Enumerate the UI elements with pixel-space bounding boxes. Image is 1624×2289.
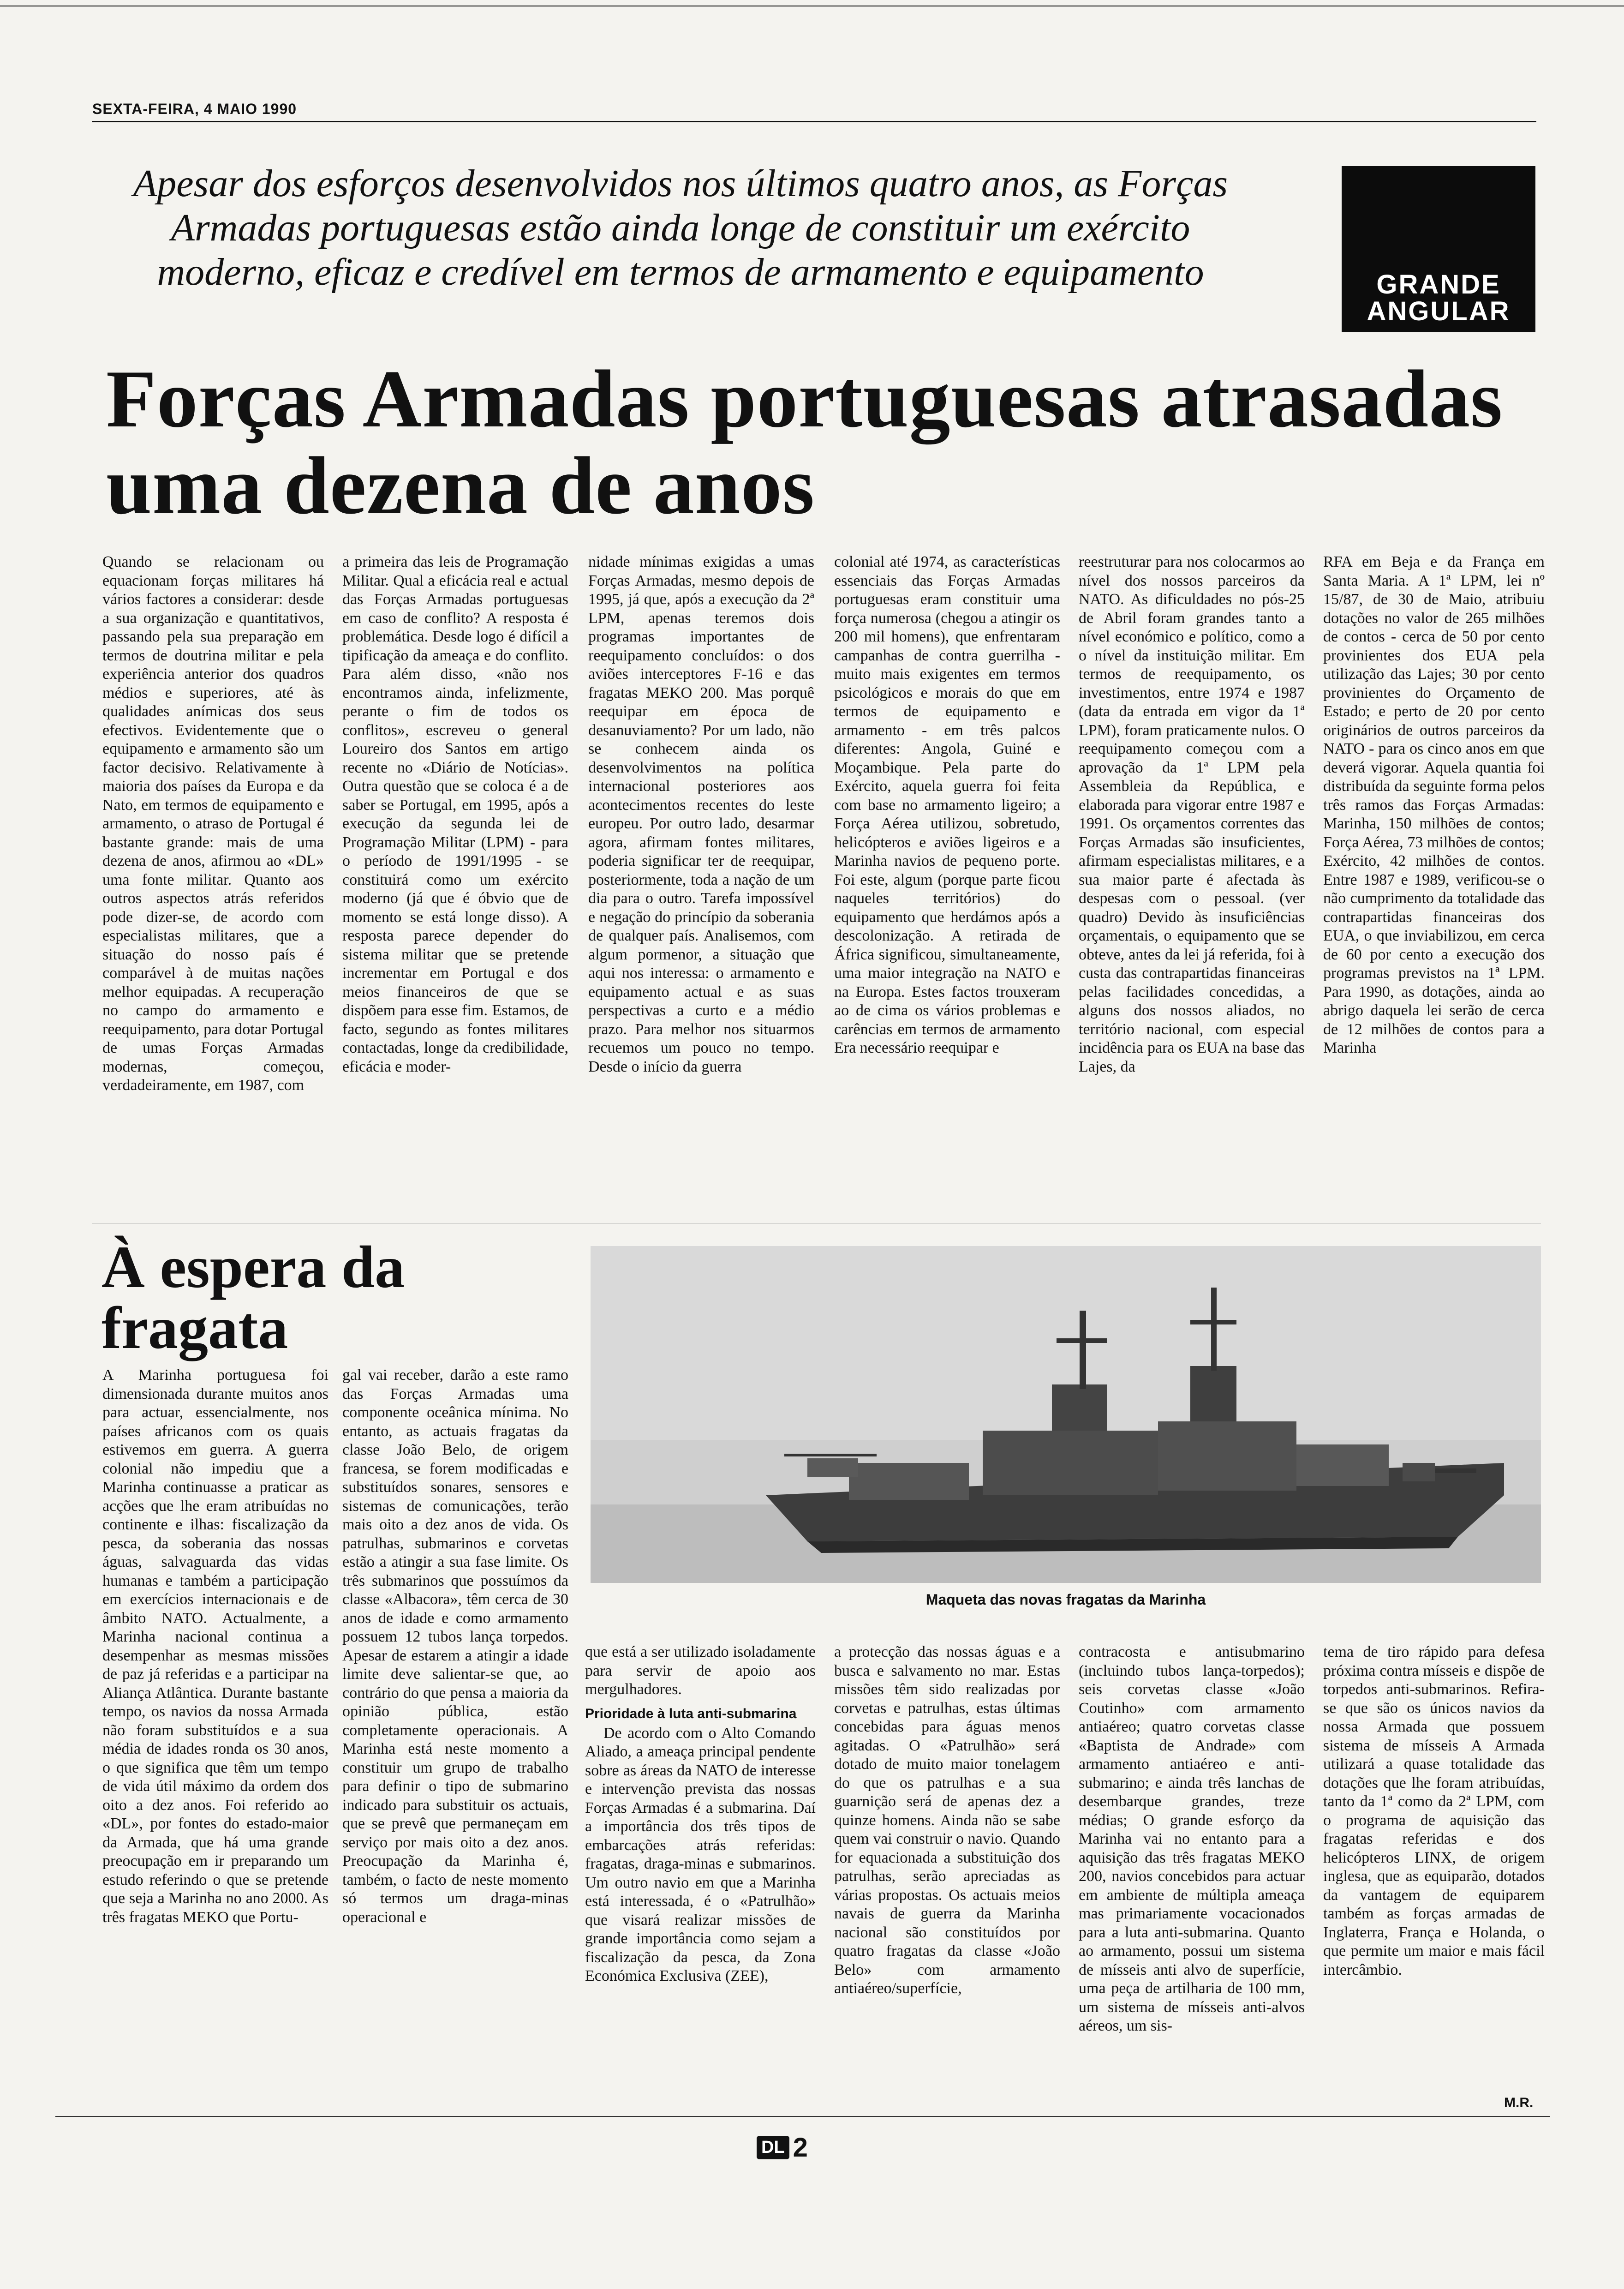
box-column-6: tema de tiro rápido para defesa próxima contra mísseis e dispõe de torpedos anti-submarinos. Refira-se que são os únicos navios da nossa Armada que possuem sistema de mísseis A Armada utilizará a quase totalidade das dotações que lhe foram atribuídas, tanto da 1ª como da 2ª LPM, com o programa de aquisição das fragatas referidas e dos helicópteros LINX, de origem inglesa, que as equiparão, dotados da vantagem de equiparem também as forças armadas de Inglaterra, França e Holanda, o que permite um maior e mais fácil intercâmbio.: [1323, 1643, 1545, 1978]
newspaper-logo: DL: [757, 2136, 789, 2159]
bottom-rule: [55, 2116, 1550, 2117]
article-column-4: colonial até 1974, as características essenciais das Forças Armadas portuguesas eram constituir uma força numerosa (chegou a atingir os 200 mil homens), que enfrentaram campanhas de contra guerrilha - muito mais exigentes em termos psicológicos e morais do que em termos de equipamento e armamento - em três palcos diferentes: Angola, Guiné e Moçambique. Pela parte do Exército, aquela guerra foi feita com base no armamento ligeiro; a Força Aérea utilizou, sobretudo, helicópteros e aviões ligeiros e a Marinha navios de pequeno porte. Foi este, algum (porque parte ficou naqueles territórios) do equipamento que herdámos após a descolonização. A retirada de África significou, simultaneamente, uma maior integração na NATO e na Europa. Estes factos trouxeram ao de cima os vários problemas e carências em termos de armamento Era necessário reequipar e: [834, 553, 1060, 1056]
headline: Forças Armadas portuguesas atrasadas uma dezena de anos: [106, 353, 1503, 531]
page-footer: [757, 2132, 808, 2163]
article-column-6: RFA em Beja e da França em Santa Maria. A 1ª LPM, lei nº 15/87, de 30 de Maio, atribuiu dotações no valor de 265 milhões de contos - cerca de 50 por cento provinientes dos EUA pela utilização das Lajes; 30 por cento provinientes do Orçamento de Estado; e perto de 20 por cento originários de outros parceiros da NATO - para os cinco anos em que deverá vigorar. Aquela quantia foi distribuída da seguinte forma pelos três ramos das Forças Armadas: Marinha, 150 milhões de contos; Força Aérea, 73 milhões de contos; Exército, 42 milhões de contos. Entre 1987 e 1989, verificou-se o não cumprimento da totalidade das contrapartidas financeiras dos EUA, o que inviabilizou, em cerca de 60 por cento a execução dos programas previstos na 1ª LPM. Para 1990, as dotações, ainda ao abrigo daquela lei serão de cerca de 12 milhões de contos para a Marinha: [1323, 553, 1545, 1056]
box-column-3-body: De acordo com o Alto Comando Aliado, a ameaça principal pendente sobre as áreas da NATO de interesse e intervenção prevista das nossas Forças Armadas é a submarina. Daí a importância dos três tipos de embarcações atrás referidas: fragatas, draga-minas e submarinos. Um outro navio em que a Marinha está interessada, é o «Patrulhão» que visará realizar missões de grande importância como sejam a fiscalização da pesca, da Zona Económica Exclusiva (ZEE),: [585, 1724, 816, 1984]
box-subtitle: Prioridade à luta anti-submarina: [585, 1706, 797, 1721]
box-column-5: contracosta e antisubmarino (incluindo tubos lança-torpedos); seis corvetas classe «João Coutinho» com armamento antiaéreo; quatro corvetas classe «Baptista de Andrade» com armamento antiaéreo e anti-submarino; e ainda três lanchas de desembarque grandes, treze médias; O grande esforço da Marinha vai no entanto para a aquisição das três fragatas MEKO 200, navios concebidos para actuar em ambiente de múltipla ameaça mas primariamente vocacionados para a luta anti-submarina. Quanto ao armamento, possui um sistema de mísseis anti alvo de superfície, uma peça de artilharia de 100 mm, um sistema de mísseis anti-alvos aéreos, um sis-: [1079, 1643, 1305, 2034]
dateline-rule: [92, 121, 1536, 122]
box-column-4: a protecção das nossas águas e a busca e salvamento no mar. Estas missões têm sido realizadas por corvetas e patrulhas, estas últimas concebidas para águas menos agitadas. O «Patrulhão» será dotado de muito maior tonelagem do que os patrulhas e a sua guarnição será de apenas dez a quinze homens. Ainda não se sabe quem vai construir o navio. Quando for equacionada a substituição dos patrulhas, serão apreciadas as várias propostas. Os actuais meios navais de guerra da Marinha nacional são constituídos por quatro fragatas da classe «João Belo» com armamento antiaéreo/superfície,: [834, 1643, 1060, 1997]
box-column-2: gal vai receber, darão a este ramo das Forças Armadas uma componente oceânica mínima. No entanto, as actuais fragatas da classe João Belo, de origem francesa, se forem modificadas e substituídos sonares, sensores e sistemas de comunicações, terão mais oito a dez anos de vida. Os patrulhas, submarinos e corvetas estão a atingir a sua fase limite. Os três submarinos que possuímos da classe «Albacora», têm cerca de 30 anos de idade e como armamento possuem 12 tubos lança torpedos. Apesar de estarem a atingir a idade limite deve salientar-se que, ao contrário do que pensa a maioria da opinião pública, estão completamente operacionais. A Marinha está neste momento a constituir um grupo de trabalho para definir o tipo de submarino indicado para substituir os actuais, que se prevê que permaneçam em serviço por mais oito a dez anos. Preocupação da Marinha é, também, o facto de neste momento só termos um draga-minas operacional e: [342, 1366, 568, 1926]
section-badge-line1: GRANDE: [1376, 270, 1501, 300]
box-column-3-intro: que está a ser utilizado isoladamente para servir de apoio aos mergulhadores.: [585, 1643, 816, 1698]
section-badge: [1342, 166, 1535, 332]
box-column-3: [585, 1643, 816, 2109]
article-column-2: a primeira das leis de Programação Militar. Qual a eficácia real e actual das Forças Armadas portuguesas em caso de conflito? A resposta é problemática. Desde logo é difícil a tipificação da ameaça e do conflito. Para além disso, «não nos encontramos ainda, infelizmente, perante o fim de todos os conflitos», escreveu o general Loureiro dos Santos em artigo recente no «Diário de Notícias». Outra questão que se coloca é a de saber se Portugal, em 1995, após a execução da segunda lei de Programação Militar (LPM) - para o período de 1991/1995 - se constituirá como um exército moderno (já que é óbvio que de momento se está longe disso). A resposta parece depender do sistema militar que se pretende incrementar em Portugal e dos meios financeiros de que se dispõem para esse fim. Estamos, de facto, segundo as fontes militares contactadas, longe da credibilidade, eficácia e moder-: [342, 553, 568, 1075]
frigate-model-photo: [591, 1246, 1541, 1583]
page-number: 2: [793, 2133, 808, 2163]
box-title: À espera da fragata: [102, 1234, 405, 1361]
section-badge-line2: ANGULAR: [1367, 296, 1511, 326]
subheadline: Apesar dos esforços desenvolvidos nos últimos quatro anos, as Forças Armadas portuguesas estão ainda longe de constituir um exército moderno, eficaz e credível em termos de armamento e equipamento: [133, 162, 1228, 294]
article-column-3: nidade mínimas exigidas a umas Forças Armadas, mesmo depois de 1995, já que, após a execução da 2ª LPM, apenas teremos dois programas importantes de reequipamento concluídos: o dos aviões interceptores F-16 e das fragatas MEKO 200. Mas porquê reequipar em época de desanuviamento? Por um lado, não se conhecem ainda os desenvolvimentos na política internacional posteriores aos acontecimentos recentes do leste europeu. Por outro lado, desarmar agora, afirmam fontes militares, poderia significar ter de reequipar, posteriormente, toda a nação de um dia para o outro. Tarefa impossível e negação do princípio da soberania de qualquer país. Analisemos, com algum pormenor, a situação que aqui nos interessa: o armamento e equipamento actual e as suas perspectivas a curto e a médio prazo. Para melhor nos situarmos recuemos um pouco no tempo. Desde o início da guerra: [588, 553, 814, 1075]
article-column-1: Quando se relacionam ou equacionam forças militares há vários factores a considerar: desde a sua organização e quantitativos, passando pela sua preparação em termos de doutrina militar e pela experiência anterior dos quadros médios e superiores, até às qualidades anímicas dos seus efectivos. Evidentemente que o equipamento e armamento são um factor decisivo. Relativamente à maioria dos países da Europa e da Nato, em termos de equipamento e armamento, o atraso de Portugal é bastante grande: mais de uma dezena de anos, afirmou ao «DL» uma fonte militar. Quanto aos outros aspectos atrás referidos pode dizer-se, de acordo com especialistas militares, que a situação do nosso país é comparável à de muitas nações melhor equipadas. A recuperação no campo do armamento e reequipamento, para dotar Portugal de umas Forças Armadas modernas, começou, verdadeiramente, em 1987, com: [102, 553, 324, 1094]
article-column-5: reestruturar para nos colocarmos ao nível dos nossos parceiros da NATO. As dificuldades no pós-25 de Abril foram grandes tanto a nível económico e político, como a o nível da instituição militar. Em termos de reequipamento, os investimentos, entre 1974 e 1987 (data da entrada em vigor da 1ª LPM), foram praticamente nulos. O reequipamento começou com a aprovação da 1ª LPM pela Assembleia da República, e elaborada para vigorar entre 1987 e 1991. Os orçamentos correntes das Forças Armadas são insuficientes, afirmam especialistas militares, e a sua maior parte é afectada às despesas com o pessoal. (ver quadro) Devido às insuficiências orçamentais, o equipamento que se obteve, antes da lei já referida, foi à custa das contrapartidas financeiras pelas facilidades concedidas, a alguns dos nossos aliados, no território nacional, com especial incidência para os EUA na base das Lajes, da: [1079, 553, 1305, 1075]
box-column-1: A Marinha portuguesa foi dimensionada durante muitos anos para actuar, essencialmente, nos países africanos com os quais estivemos em guerra. A guerra colonial não impediu que a Marinha continuasse a praticar as acções que lhe eram atribuídas no continente e ilhas: fiscalização da pesca, da soberania das nossas águas, salvaguarda das vidas humanas e também a participação em exercícios internacionais e de âmbito NATO. Actualmente, a Marinha nacional continua a desempenhar as mesmas missões de paz já referidas e a participar na Aliança Atlântica. Durante bastante tempo, os navios da nossa Armada não foram substituídos e a sua média de idades ronda os 30 anos, o que significa que têm um tempo de vida útil máximo da ordem dos oito a dez anos. Foi referido ao «DL», por fontes do estado-maior da Armada, que há uma grande preocupação em ir preparando um estudo referindo o que se pretende que seja a Marinha no ano 2000. As três fragatas MEKO que Portu-: [102, 1366, 328, 1926]
dateline: SEXTA-FEIRA, 4 MAIO 1990: [92, 101, 297, 117]
photo-caption: Maqueta das novas fragatas da Marinha: [925, 1591, 1206, 1608]
author-signature: M.R.: [1504, 2095, 1534, 2110]
